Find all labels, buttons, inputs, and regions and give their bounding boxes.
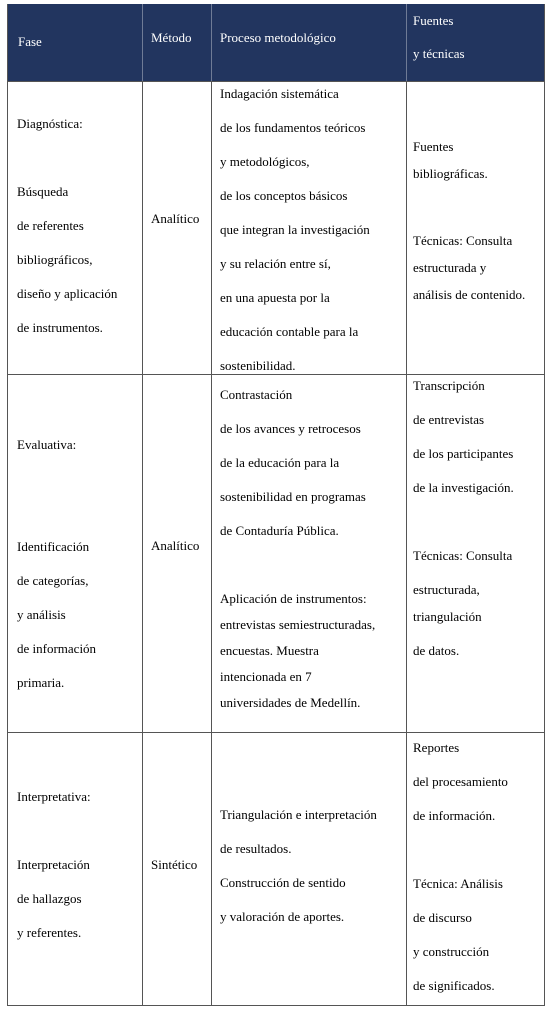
cell-metodo: Analítico	[151, 538, 200, 553]
table-row	[8, 81, 544, 374]
proceso-line: y metodológicos,	[220, 154, 310, 169]
proceso-line: de la educación para la	[220, 455, 340, 470]
proceso-line: Construcción de sentido	[220, 875, 346, 890]
fase-line	[17, 814, 91, 848]
fuentes-line: bibliográficas.	[413, 166, 488, 181]
fase-line: y análisis	[17, 607, 66, 622]
proceso-line: entrevistas semiestructuradas,	[220, 617, 376, 632]
proceso-line: en una apuesta por la	[220, 290, 330, 305]
table-row	[8, 732, 544, 1006]
fase-line: Diagnóstica:	[17, 116, 83, 131]
fuentes-line: Técnicas: Consulta	[413, 548, 513, 563]
header-fuentes-line: Fuentes	[413, 13, 454, 28]
table-header	[8, 4, 544, 81]
fuentes-line: de información.	[413, 808, 496, 823]
cell-fuentes	[413, 369, 514, 668]
fase-line: de categorías,	[17, 573, 89, 588]
proceso-line: Aplicación de instrumentos:	[220, 591, 367, 606]
proceso-line: de Contaduría Pública.	[220, 523, 339, 538]
proceso-line: de resultados.	[220, 841, 292, 856]
fase-line	[17, 462, 96, 530]
fuentes-line: estructurada y	[413, 260, 487, 275]
fuentes-line: de discurso	[413, 910, 472, 925]
fase-line: de hallazgos	[17, 891, 82, 906]
fase-line: de información	[17, 641, 97, 656]
header-proceso: Proceso metodológico	[220, 30, 336, 45]
fuentes-line	[413, 187, 525, 227]
fuentes-line: Reportes	[413, 740, 460, 755]
proceso-line: encuestas. Muestra	[220, 643, 319, 658]
header-fase: Fase	[18, 34, 42, 49]
proceso-line: educación contable para la	[220, 324, 359, 339]
proceso-line: de los avances y retrocesos	[220, 421, 361, 436]
proceso-line: que integran la investigación	[220, 222, 370, 237]
fuentes-line: de datos.	[413, 643, 460, 658]
fase-line: Interpretativa:	[17, 789, 91, 804]
fase-line: Búsqueda	[17, 184, 69, 199]
fuentes-line: del procesamiento	[413, 774, 508, 789]
fuentes-line: Técnicas: Consulta	[413, 233, 513, 248]
header-fuentes	[413, 4, 465, 71]
fuentes-line: Técnica: Análisis	[413, 876, 503, 891]
methodology-table	[7, 4, 545, 1006]
header-fuentes-line: y técnicas	[413, 46, 465, 61]
table-row	[8, 374, 544, 732]
fuentes-line: Transcripción	[413, 378, 485, 393]
fase-line: primaria.	[17, 675, 65, 690]
proceso-line: de los fundamentos teóricos	[220, 120, 366, 135]
proceso-line: sostenibilidad en programas	[220, 489, 366, 504]
fuentes-line	[413, 833, 508, 867]
proceso-line: y su relación entre sí,	[220, 256, 331, 271]
cell-fuentes	[413, 133, 525, 308]
fuentes-line: de entrevistas	[413, 412, 485, 427]
cell-metodo: Sintético	[151, 857, 198, 872]
fase-line: y referentes.	[17, 925, 82, 940]
proceso-line: sostenibilidad.	[220, 358, 296, 373]
fase-line: de referentes	[17, 218, 84, 233]
fuentes-line	[413, 505, 514, 539]
fuentes-line: de los participantes	[413, 446, 514, 461]
fuentes-line: estructurada,	[413, 582, 480, 597]
proceso-line: de los conceptos básicos	[220, 188, 348, 203]
cell-fase	[17, 107, 117, 345]
cell-fuentes	[413, 731, 508, 1003]
proceso-line: y valoración de aportes.	[220, 909, 345, 924]
fuentes-line: Fuentes	[413, 139, 454, 154]
proceso-line: Indagación sistemática	[220, 86, 339, 101]
fase-line: de instrumentos.	[17, 320, 103, 335]
fase-line: diseño y aplicación	[17, 286, 118, 301]
fase-line: Evaluativa:	[17, 437, 77, 452]
cell-fase	[17, 428, 96, 700]
cell-proceso	[220, 77, 370, 383]
cell-proceso	[220, 798, 377, 934]
header-metodo: Método	[151, 30, 192, 45]
fuentes-line: análisis de contenido.	[413, 287, 526, 302]
fuentes-line: y construcción	[413, 944, 490, 959]
fase-line	[17, 141, 117, 175]
cell-proceso	[220, 378, 375, 712]
fase-line: bibliográficos,	[17, 252, 93, 267]
fuentes-line: triangulación	[413, 609, 482, 624]
fase-line: Identificación	[17, 539, 90, 554]
proceso-line: universidades de Medellín.	[220, 695, 361, 710]
fase-line: Interpretación	[17, 857, 90, 872]
proceso-line: Triangulación e interpretación	[220, 807, 377, 822]
proceso-line	[220, 548, 375, 582]
proceso-line: Contrastación	[220, 387, 293, 402]
cell-fase	[17, 780, 91, 950]
cell-metodo: Analítico	[151, 211, 200, 226]
fuentes-line: de la investigación.	[413, 480, 514, 495]
proceso-line: intencionada en 7	[220, 669, 312, 684]
fuentes-line: de significados.	[413, 978, 495, 993]
